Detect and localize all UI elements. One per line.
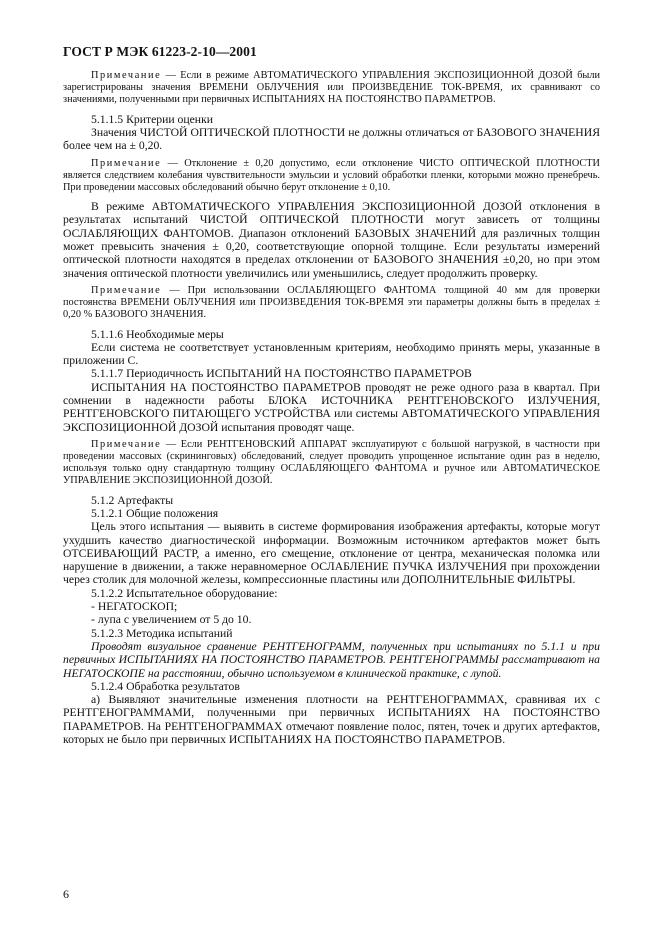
body-paragraph: Значения ЧИСТОЙ ОПТИЧЕСКОЙ ПЛОТНОСТИ не должны отличаться от БАЗОВОГО ЗНАЧЕНИЯ более чем на ± 0,20.: [63, 125, 600, 153]
page-number: 6: [63, 887, 69, 901]
note-text: — Отклонение ± 0,20 допустимо, если отклонение ЧИСТО ОПТИЧЕСКОЙ ПЛОТНОСТИ является следствием колебания чувствительности эмульсии и условий обработки пленки, которыми можно пренебречь. При проведении массовых обследований обычно берут отклонение ± 0,10.: [63, 157, 600, 193]
note-paragraph: [63, 158, 600, 195]
note-paragraph: [63, 70, 600, 107]
body-paragraph: 5.1.1.6 Необходимые меры: [91, 327, 224, 341]
body-paragraph: 5.1.2.2 Испытательное оборудование:: [91, 586, 278, 600]
note-text: — Если в режиме АВТОМАТИЧЕСКОГО УПРАВЛЕНИЯ ЭКСПОЗИЦИОННОЙ ДОЗОЙ были зарегистрированы значения ВРЕМЕНИ ОБЛУЧЕНИЯ или ПРОИЗВЕДЕНИЕ ТОК-ВРЕМЯ, их сравнивают со значениями, полученными при первичных ИСПЫТАНИЯХ НА ПОСТОЯНСТВО ПАРАМЕТРОВ.: [63, 70, 600, 106]
page-header: ГОСТ Р МЭК 61223-2-10—2001: [63, 44, 257, 59]
body-paragraph: 5.1.2.4 Обработка результатов: [91, 679, 240, 693]
document-body: [63, 70, 600, 746]
body-paragraph: Цель этого испытания — выявить в системе формирования изображения артефакты, которые могут ухудшить качество диагностической информации. Возможным источником артефактов может быть ОТСЕИВАЮЩИЙ РАСТР, а именно, его смещение, отклонение от центра, механическая поломка или нарушение в движении, а также неравномерное ОСЛАБЛЕНИЕ ПУЧКА ИЗЛУЧЕНИЯ при прохождении через столик для молочной железы, компрессионные пластины или ДОПОЛНИТЕЛЬНЫЕ ФИЛЬТРЫ.: [63, 520, 600, 587]
body-paragraph: В режиме АВТОМАТИЧЕСКОГО УПРАВЛЕНИЯ ЭКСПОЗИЦИОННОЙ ДОЗОЙ отклонения в результатах испытаний ЧИСТОЙ ОПТИЧЕСКОЙ ПЛОТНОСТИ могут зависеть от толщины ОСЛАБЛЯЮЩИХ ФАНТОМОВ. Диапазон отклонений БАЗОВЫХ ЗНАЧЕНИЙ для различных толщин может превысить значения ± 0,20, соответствующие опорной толщине. Если результаты измерений оптической плотности находятся в пределах отклонении от БАЗОВОГО ЗНАЧЕНИЯ ±0,20, но при этом значения оптической плотности увеличились или уменьшились, следует продолжить проверку.: [63, 200, 600, 280]
note-label: Примечание: [91, 438, 162, 450]
body-paragraph: ИСПЫТАНИЯ НА ПОСТОЯНСТВО ПАРАМЕТРОВ проводят не реже одного раза в квартал. При сомнении в надежности работы БЛОКА ИСТОЧНИКА РЕНТГЕНОВСКОГО ИЗЛУЧЕНИЯ, РЕНТГЕНОВСКОГО ПИТАЮЩЕГО УСТРОЙСТВА или системы АВТОМАТИЧЕСКОГО УПРАВЛЕНИЯ ЭКСПОЗИЦИОННОЙ ДОЗОЙ испытания проводят чаще.: [63, 380, 600, 434]
body-paragraph: Если система не соответствует установленным критериям, необходимо принять меры, указанные в приложении С.: [63, 340, 600, 368]
note-label: Примечание: [91, 157, 162, 169]
note-paragraph: [63, 285, 600, 322]
note-label: Примечание: [91, 284, 162, 296]
body-paragraph: 5.1.2.1 Общие положения: [91, 506, 219, 520]
body-paragraph: 5.1.2 Артефакты: [91, 493, 174, 507]
note-paragraph: [63, 439, 600, 488]
body-paragraph: Проводят визуальное сравнение РЕНТГЕНОГРАММ, полученных при испытаниях по 5.1.1 и при первичных ИСПЫТАНИЯХ НА ПОСТОЯНСТВО ПАРАМЕТРОВ. РЕНТГЕНОГРАММЫ рассматривают на НЕГАТОСКОПЕ на расстоянии, обычно используемом в клинической практике, с лупой.: [63, 639, 600, 680]
body-paragraph: 5.1.2.3 Методика испытаний: [91, 626, 233, 640]
body-paragraph: 5.1.1.7 Периодичность ИСПЫТАНИЙ НА ПОСТОЯНСТВО ПАРАМЕТРОВ: [91, 367, 472, 381]
body-paragraph: а) Выявляют значительные изменения плотности на РЕНТГЕНОГРАММАХ, сравнивая их с РЕНТГЕНОГРАММАМИ, полученными при первичных ИСПЫТАНИЯХ НА ПОСТОЯНСТВО ПАРАМЕТРОВ. На РЕНТГЕНОГРАММАХ отмечают появление полос, пятен, точек и других артефактов, которых не было при первичных ИСПЫТАНИЯХ НА ПОСТОЯНСТВО ПАРАМЕТРОВ.: [63, 693, 600, 747]
body-paragraph: - НЕГАТОСКОП;: [91, 600, 178, 614]
note-text: — Если РЕНТГЕНОВСКИЙ АППАРАТ эксплуатируют с большой нагрузкой, в частности при проведении массовых (скрининговых) обследований, следует проводить упрощенное испытание один раз в неделю, используя только одну стандартную толщину ОСЛАБЛЯЮЩЕГО ФАНТОМА и ручное или АВТОМАТИЧЕСКОЕ УПРАВЛЕНИЕ ЭКСПОЗИЦИОННОЙ ДОЗОЙ.: [63, 438, 600, 487]
body-paragraph: - лупа с увеличением от 5 до 10.: [91, 613, 252, 627]
body-paragraph: 5.1.1.5 Критерии оценки: [91, 112, 213, 126]
note-text: — При использовании ОСЛАБЛЯЮЩЕГО ФАНТОМА толщиной 40 мм для проверки постоянства ВРЕМЕНИ ОБЛУЧЕНИЯ или ПРОИЗВЕДЕНИЯ ТОК-ВРЕМЯ эти параметры должны быть в пределах ± 0,20 % БАЗОВОГО ЗНАЧЕНИЯ.: [63, 284, 600, 321]
note-label: Примечание: [91, 70, 162, 81]
